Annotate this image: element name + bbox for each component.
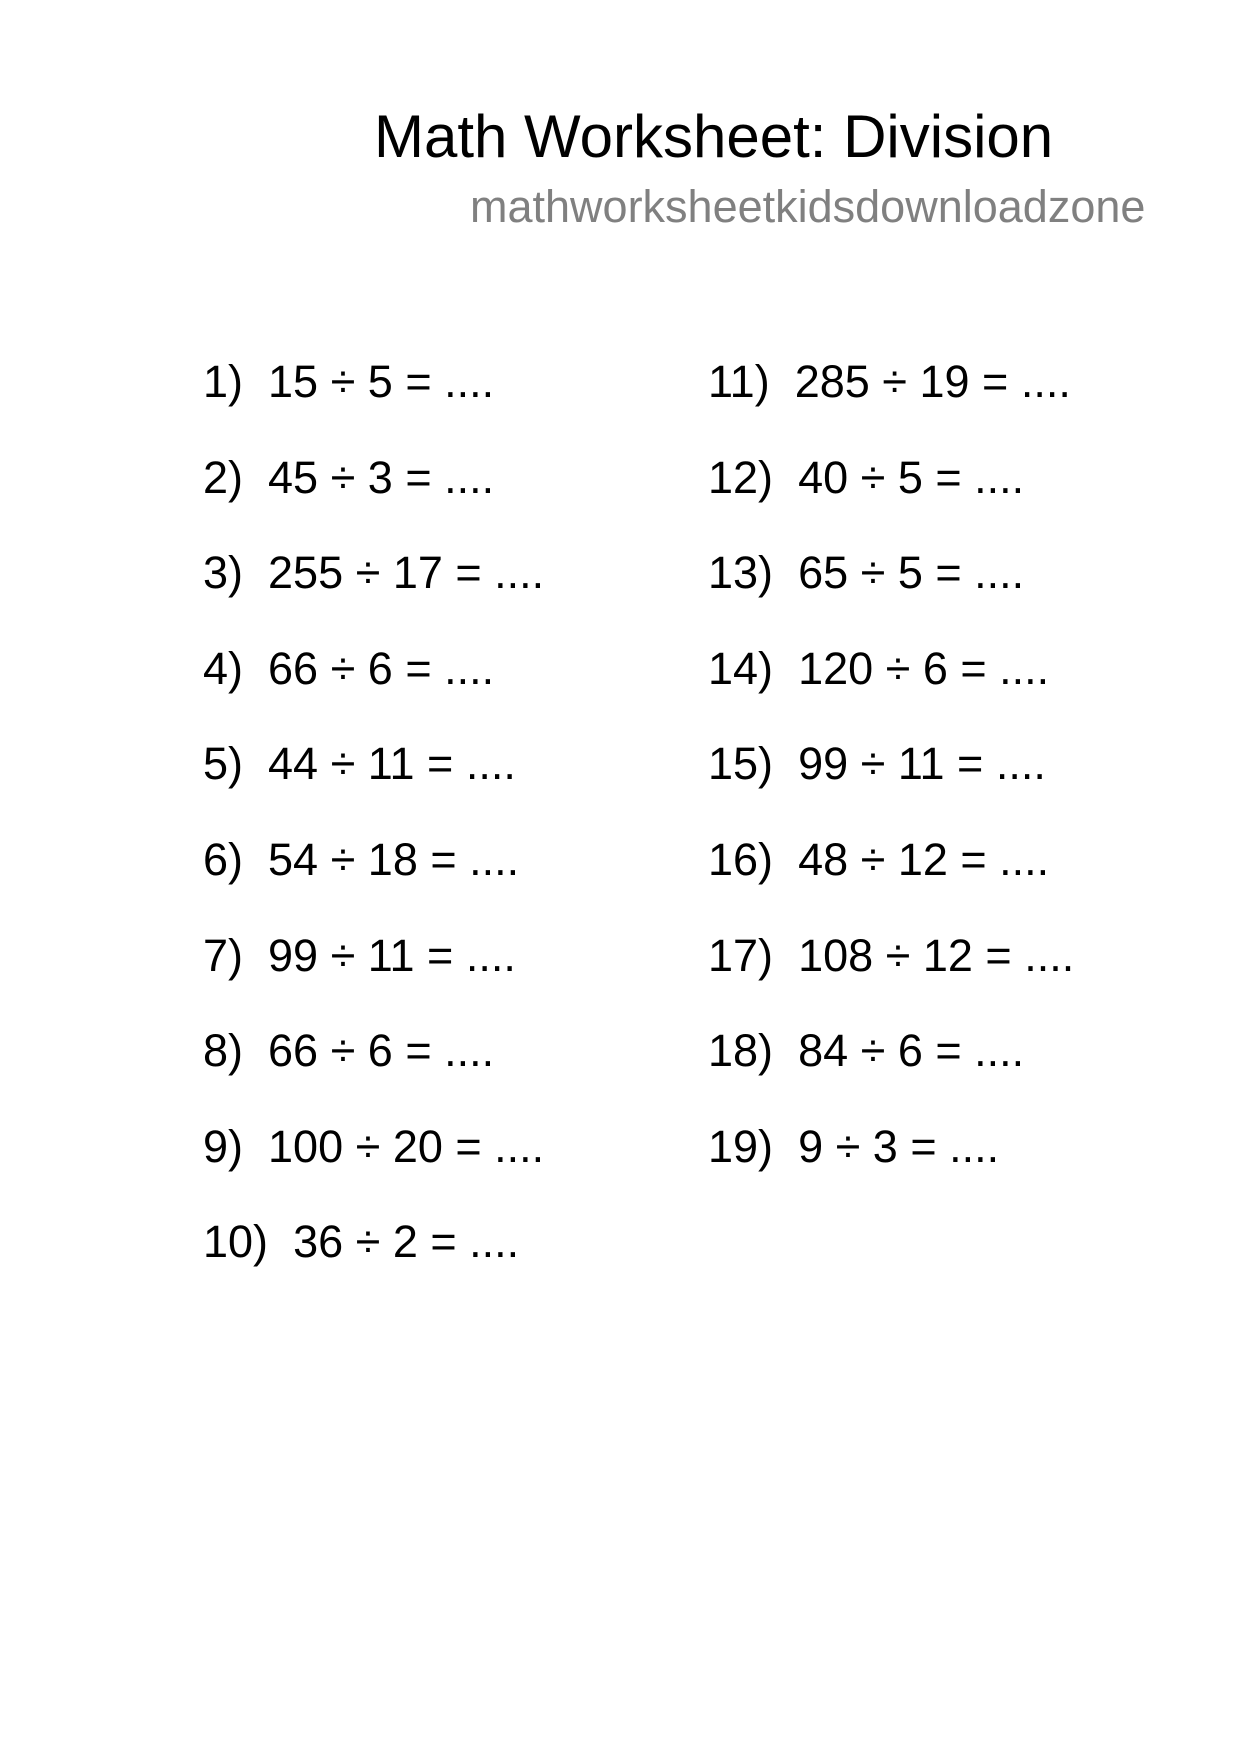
problem-number: 5): [203, 738, 244, 790]
problem-item: [708, 1025, 1025, 1077]
answer-blank[interactable]: ....: [444, 356, 495, 407]
problem-item: [708, 929, 1075, 981]
problem-expression: 65 ÷ 5 =: [798, 547, 962, 599]
problem-number: 3): [203, 547, 244, 599]
problem-number: 12): [708, 451, 774, 503]
problem-item: [203, 356, 495, 407]
problem-item: [708, 738, 1046, 790]
problem-expression: 66 ÷ 6 =: [268, 642, 432, 694]
problem-number: 16): [708, 834, 774, 885]
problem-item: [203, 834, 520, 885]
answer-blank[interactable]: ....: [995, 738, 1046, 790]
problem-item: [708, 356, 1071, 407]
problem-expression: 40 ÷ 5 =: [798, 451, 962, 503]
problem-number: 13): [708, 547, 774, 599]
problem-item: [708, 547, 1025, 599]
problem-expression: 48 ÷ 12 =: [798, 834, 987, 885]
problem-expression: 99 ÷ 11 =: [798, 738, 984, 790]
problem-item: [203, 1216, 520, 1268]
problem-expression: 54 ÷ 18 =: [268, 834, 457, 885]
problem-number: 14): [708, 642, 774, 694]
answer-blank[interactable]: ....: [1020, 356, 1071, 407]
problem-expression: 255 ÷ 17 =: [268, 547, 482, 599]
answer-blank[interactable]: ....: [444, 1025, 495, 1077]
answer-blank[interactable]: ....: [444, 451, 495, 503]
problem-item: [203, 929, 516, 981]
problem-item: [203, 451, 495, 503]
problem-item: [203, 1120, 545, 1172]
answer-blank[interactable]: ....: [494, 547, 545, 599]
worksheet-source: mathworksheetkidsdownloadzone: [470, 181, 1146, 232]
problem-number: 19): [708, 1120, 774, 1172]
problem-item: [203, 642, 495, 694]
answer-blank[interactable]: ....: [494, 1120, 545, 1172]
problem-expression: 15 ÷ 5 =: [268, 356, 432, 407]
answer-blank[interactable]: ....: [444, 642, 495, 694]
problem-number: 11): [708, 356, 770, 407]
answer-blank[interactable]: ....: [465, 929, 516, 981]
problem-item: [708, 451, 1025, 503]
problem-expression: 285 ÷ 19 =: [794, 356, 1009, 407]
problem-number: 9): [203, 1120, 244, 1172]
problem-expression: 45 ÷ 3 =: [268, 451, 432, 503]
problem-number: 18): [708, 1025, 774, 1077]
problem-expression: 36 ÷ 2 =: [293, 1216, 457, 1268]
answer-blank[interactable]: ....: [465, 738, 516, 790]
problem-item: [203, 1025, 495, 1077]
problem-number: 8): [203, 1025, 244, 1077]
problem-item: [203, 547, 545, 599]
answer-blank[interactable]: ....: [974, 451, 1025, 503]
problem-number: 7): [203, 929, 244, 981]
answer-blank[interactable]: ....: [999, 834, 1050, 885]
answer-blank[interactable]: ....: [974, 547, 1025, 599]
problem-item: [708, 834, 1050, 885]
answer-blank[interactable]: ....: [999, 642, 1050, 694]
problem-expression: 9 ÷ 3 =: [798, 1120, 937, 1172]
problem-expression: 120 ÷ 6 =: [798, 642, 987, 694]
problem-expression: 108 ÷ 12 =: [798, 929, 1012, 981]
problem-expression: 66 ÷ 6 =: [268, 1025, 432, 1077]
problem-number: 1): [203, 356, 244, 407]
problem-expression: 84 ÷ 6 =: [798, 1025, 962, 1077]
problem-item: [708, 1120, 1000, 1172]
answer-blank[interactable]: ....: [949, 1120, 1000, 1172]
problem-item: [708, 642, 1050, 694]
answer-blank[interactable]: ....: [469, 834, 520, 885]
problem-number: 17): [708, 929, 774, 981]
problem-expression: 100 ÷ 20 =: [268, 1120, 482, 1172]
problem-item: [203, 738, 516, 790]
problem-number: 4): [203, 642, 244, 694]
problem-expression: 44 ÷ 11 =: [268, 738, 454, 790]
answer-blank[interactable]: ....: [469, 1216, 520, 1268]
answer-blank[interactable]: ....: [974, 1025, 1025, 1077]
problem-number: 2): [203, 451, 244, 503]
problem-expression: 99 ÷ 11 =: [268, 929, 454, 981]
problem-number: 15): [708, 738, 774, 790]
problem-number: 6): [203, 834, 244, 885]
answer-blank[interactable]: ....: [1024, 929, 1075, 981]
worksheet-title: Math Worksheet: Division: [374, 103, 1054, 170]
problem-number: 10): [203, 1216, 269, 1268]
